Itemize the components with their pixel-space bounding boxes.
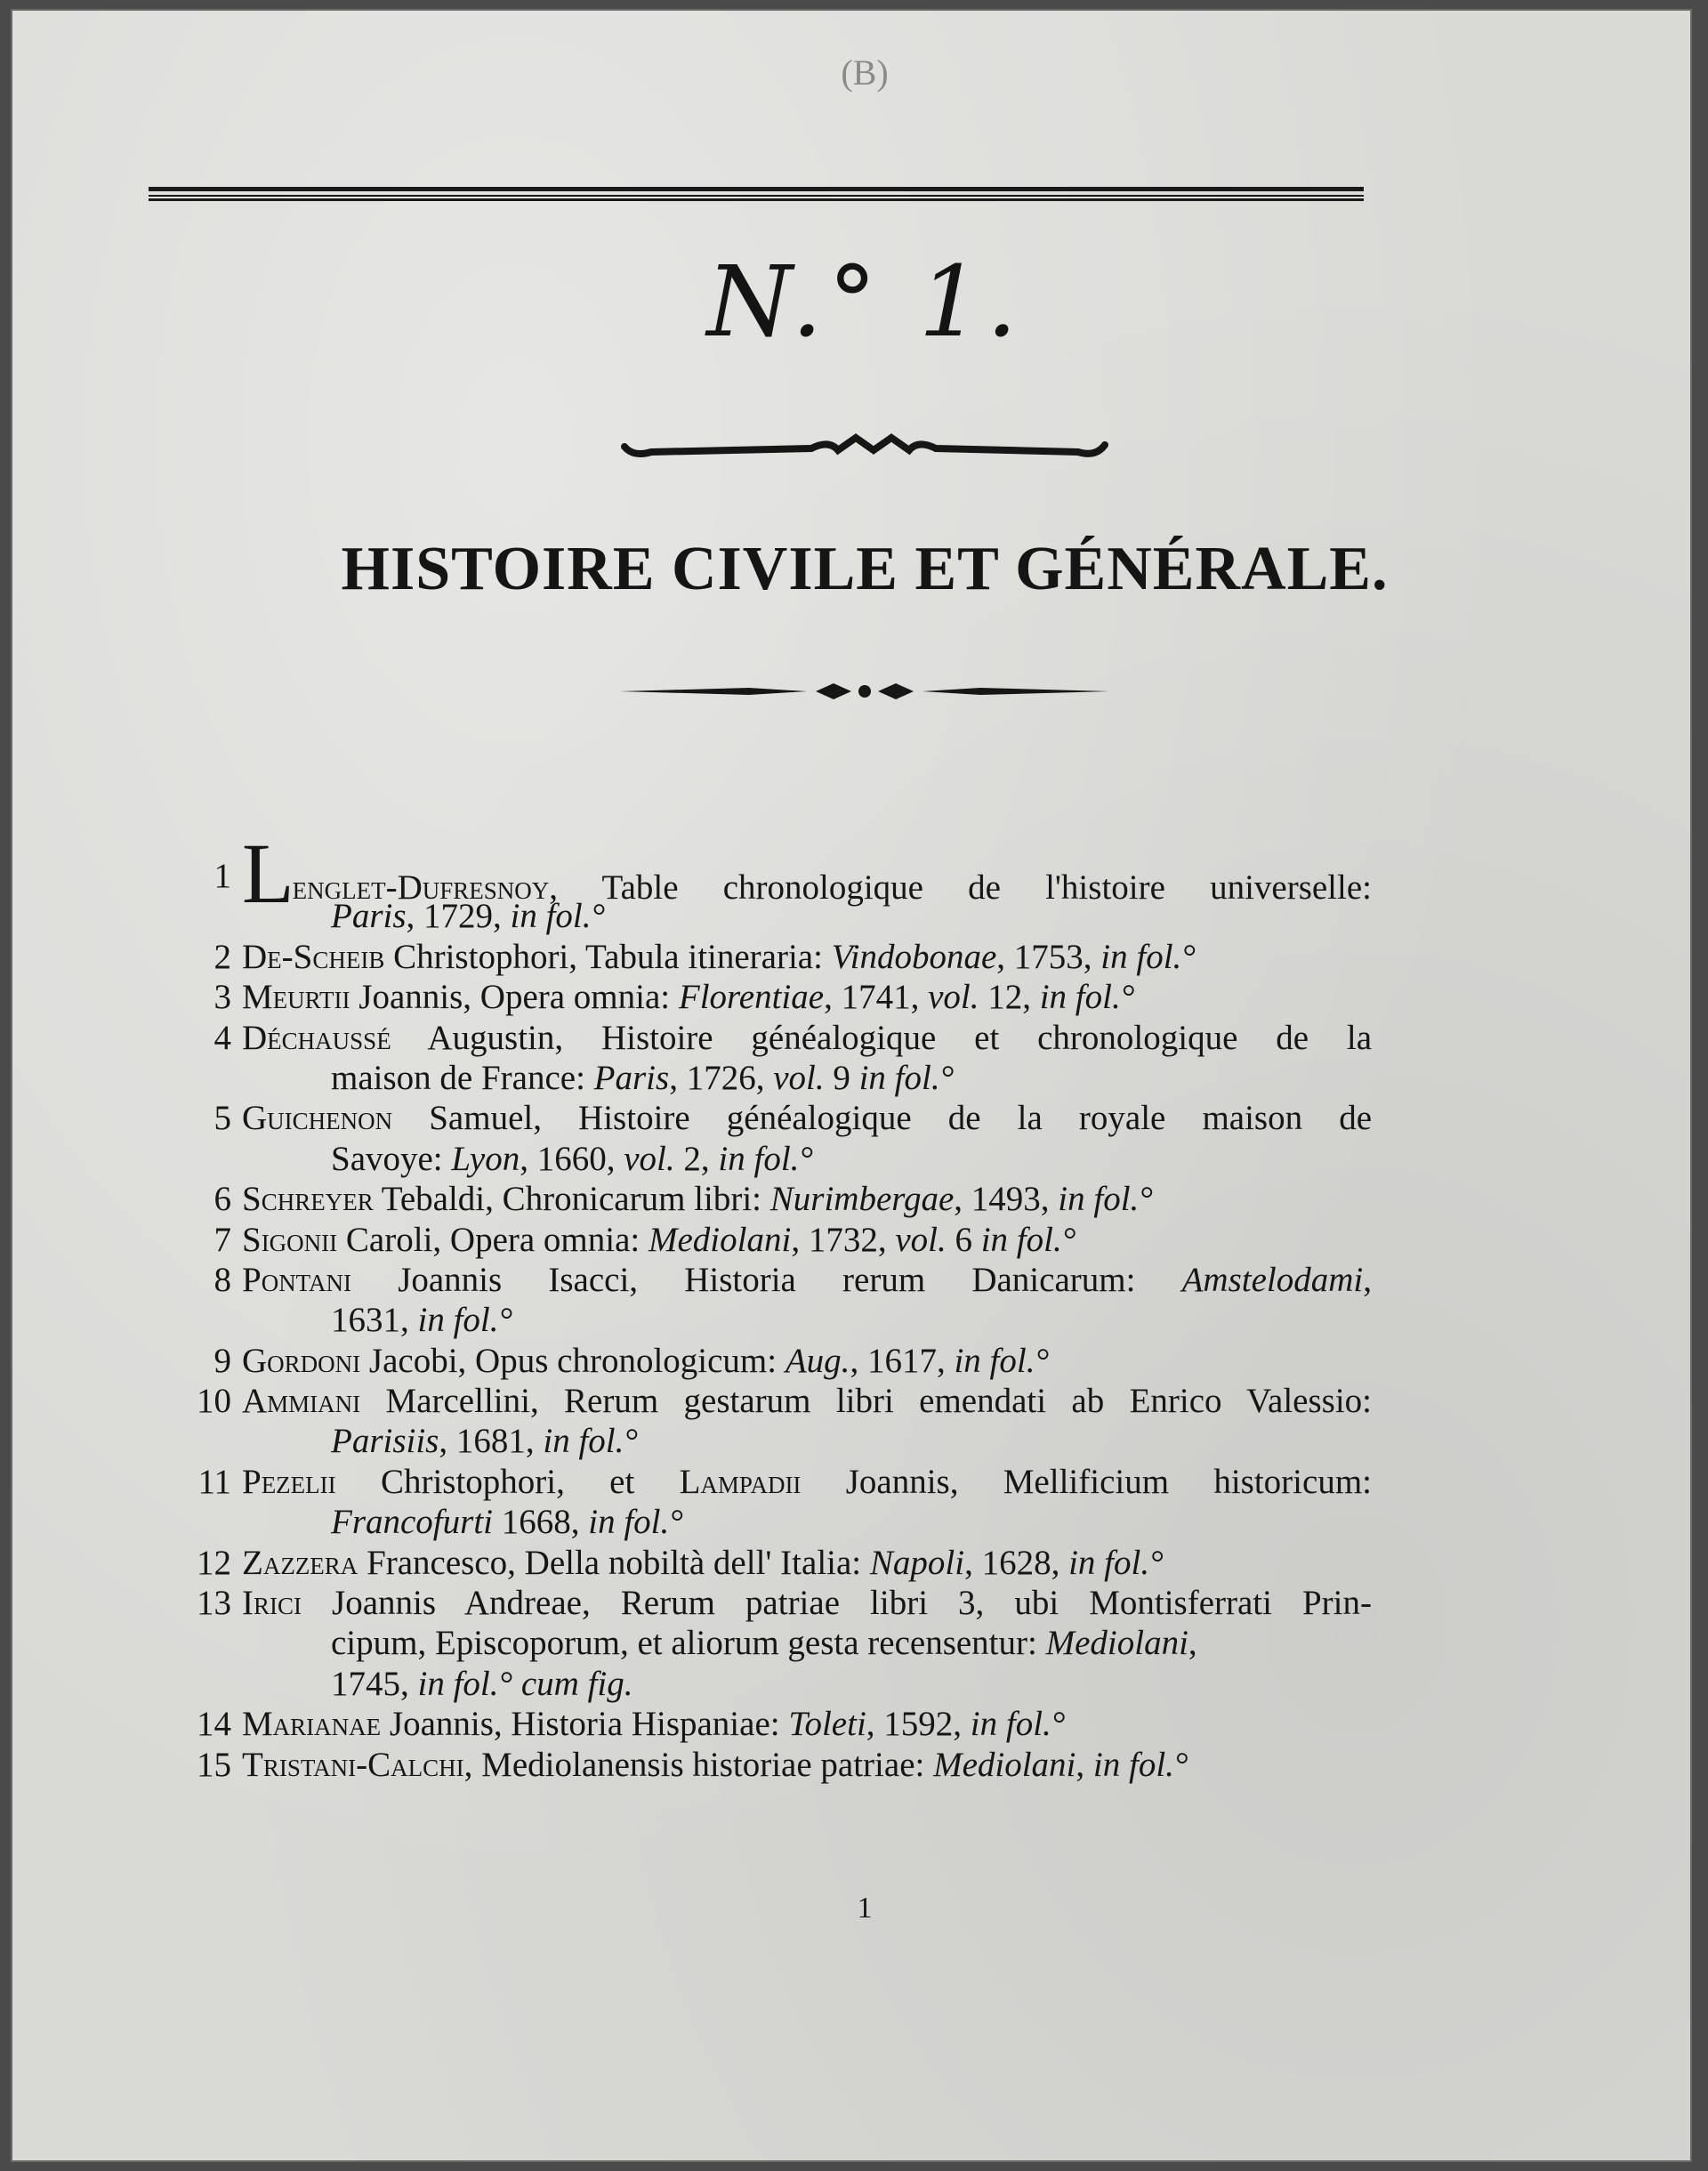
- italic-text: Napoli: [869, 1543, 965, 1582]
- italic-text: in fol.°: [1068, 1543, 1164, 1582]
- italic-text: Amstelodami: [1181, 1260, 1364, 1299]
- entry-text: , 1681,: [439, 1422, 544, 1461]
- italic-text: Mediolani: [1045, 1624, 1188, 1663]
- italic-text: vol.: [928, 978, 979, 1017]
- italic-text: Florentiae: [678, 978, 825, 1017]
- italic-text: in fol.°: [588, 1503, 683, 1542]
- entry-number: 15: [197, 1745, 231, 1784]
- entry-text: 9: [824, 1058, 859, 1097]
- catalogue-entry: [189, 1543, 1372, 1583]
- italic-text: in fol.°: [543, 1422, 638, 1461]
- entry-text: maison de France:: [331, 1058, 594, 1097]
- entry-number: 14: [197, 1705, 231, 1744]
- italic-text: Vindobonae: [831, 937, 997, 976]
- entry-text: Christophori, Tabula itineraria:: [384, 937, 832, 976]
- author-name: Sigonii: [242, 1220, 338, 1259]
- entry-number: 9: [214, 1341, 231, 1380]
- entry-line: [189, 1704, 1372, 1744]
- entry-text: Samuel, Histoire généalogique de la royale maison de: [392, 1099, 1372, 1138]
- catalogue-entry: [189, 937, 1372, 977]
- entry-continuation-line: [189, 1421, 1372, 1461]
- entry-text: cipum, Episcoporum, et aliorum gesta recensentur:: [331, 1624, 1046, 1663]
- entry-text: , 1753,: [996, 937, 1101, 976]
- author-name: Irici: [242, 1584, 302, 1623]
- entry-line: [189, 1098, 1372, 1138]
- catalogue-entries: [189, 826, 1372, 1785]
- entry-continuation-line: [189, 1664, 1372, 1704]
- author-name: Lampadii: [679, 1462, 802, 1501]
- author-name: Pontani: [242, 1260, 352, 1299]
- catalogue-entry: [189, 1220, 1372, 1260]
- italic-text: Paris: [331, 897, 407, 936]
- italic-text: vol.: [773, 1058, 825, 1097]
- italic-text: vol.: [624, 1139, 675, 1178]
- entry-text: , 1628,: [964, 1543, 1069, 1582]
- italic-text: Lyon: [451, 1139, 520, 1178]
- catalogue-entry: [189, 1341, 1372, 1381]
- entry-text: , Mediolanensis historiae patriae:: [463, 1745, 934, 1784]
- entry-line: [189, 1018, 1372, 1058]
- entry-number: 10: [197, 1382, 231, 1421]
- section-title: HISTOIRE CIVILE ET GÉNÉRALE.: [341, 535, 1389, 603]
- entry-text: , 1732,: [791, 1220, 896, 1259]
- entry-line: [189, 1341, 1372, 1381]
- entry-text: Tebaldi, Chronicarum libri:: [373, 1180, 770, 1219]
- entry-text: 2,: [674, 1139, 719, 1178]
- catalogue-entry: [189, 1583, 1372, 1704]
- italic-text: Paris: [593, 1058, 670, 1097]
- author-name: Schreyer: [242, 1180, 374, 1219]
- catalogue-entry: [189, 1260, 1372, 1341]
- author-name: Déchaussé: [242, 1018, 391, 1057]
- entry-line: [189, 1260, 1372, 1300]
- entry-continuation-line: [189, 1623, 1372, 1663]
- entry-text: 1631,: [331, 1301, 418, 1340]
- entry-number: 13: [197, 1584, 231, 1623]
- book-page: [11, 9, 1692, 2162]
- entry-text: 12,: [979, 978, 1040, 1017]
- drop-capital: L: [242, 826, 294, 921]
- catalogue-entry: [189, 1018, 1372, 1099]
- page-number: 1: [857, 1892, 873, 1925]
- entry-number: 5: [214, 1099, 231, 1138]
- catalogue-entry: [189, 1462, 1372, 1543]
- entry-number: 6: [214, 1180, 231, 1219]
- entry-text: Joannis Isacci, Historia rerum Danicarum:: [351, 1260, 1182, 1299]
- entry-number: 12: [197, 1543, 231, 1582]
- author-name: Zazzera: [242, 1543, 359, 1582]
- entry-number: 2: [214, 937, 231, 976]
- catalogue-entry: [189, 1098, 1372, 1179]
- catalogue-entry: [189, 1381, 1372, 1462]
- entry-text: , 1617,: [850, 1341, 955, 1380]
- italic-text: in fol.°: [1092, 1745, 1188, 1784]
- entry-line: [189, 1220, 1372, 1260]
- entry-continuation-line: [189, 1058, 1372, 1098]
- entry-continuation-line: [189, 1300, 1372, 1340]
- entry-line: [189, 1381, 1372, 1421]
- entry-text: , 1592,: [866, 1705, 971, 1744]
- italic-text: in fol.°: [1058, 1180, 1153, 1219]
- entry-line: [189, 1745, 1372, 1785]
- entry-text: Joannis Andreae, Rerum patriae libri 3, ubi Montisferrati Prin-: [302, 1584, 1372, 1623]
- entry-text: 1668,: [493, 1503, 589, 1542]
- entry-text: , 1741,: [824, 978, 929, 1017]
- entry-text: , 1726,: [669, 1058, 774, 1097]
- entry-line: [189, 1179, 1372, 1219]
- italic-text: Francofurti: [331, 1503, 493, 1542]
- italic-text: Aug.: [785, 1341, 850, 1380]
- signature-mark: (B): [841, 52, 889, 93]
- italic-text: Nurimbergae: [769, 1180, 955, 1219]
- author-name: englet-Dufresnoy: [292, 868, 550, 907]
- italic-text: in fol.°: [718, 1139, 814, 1178]
- author-name: Pezelii: [242, 1462, 336, 1501]
- entry-text: Caroli, Opera omnia:: [337, 1220, 649, 1259]
- entry-line: [189, 1543, 1372, 1583]
- italic-text: in fol.°: [954, 1341, 1050, 1380]
- entry-text: , Table chronologique de l'histoire universelle:: [549, 868, 1372, 907]
- entry-text: 6: [946, 1220, 981, 1259]
- entry-number: 3: [214, 978, 231, 1017]
- entry-text: ,: [1363, 1260, 1372, 1299]
- italic-text: in fol.°: [980, 1220, 1076, 1259]
- catalogue-entry: [189, 1745, 1372, 1785]
- entry-text: 1745,: [331, 1664, 418, 1703]
- entry-text: Joannis, Mellificium historicum:: [801, 1462, 1372, 1501]
- scroll-ornament: [11, 427, 1708, 463]
- author-name: Marianae: [242, 1705, 382, 1744]
- entry-text: ,: [1076, 1745, 1093, 1784]
- entry-text: , 1493,: [954, 1180, 1059, 1219]
- entry-text: ,: [1188, 1624, 1197, 1663]
- catalogue-entry: [189, 826, 1372, 937]
- italic-text: in fol.°: [417, 1301, 513, 1340]
- italic-text: in fol.°: [858, 1058, 955, 1097]
- entry-text: Jacobi, Opus chronologicum:: [360, 1341, 786, 1380]
- entry-continuation-line: [189, 1139, 1372, 1179]
- italic-text: Mediolani: [649, 1220, 792, 1259]
- entry-text: , 1660,: [520, 1139, 624, 1178]
- italic-text: in fol.° cum fig.: [417, 1664, 633, 1703]
- entry-number: 11: [197, 1462, 231, 1501]
- entry-line: [189, 937, 1372, 977]
- italic-text: in fol.°: [1100, 937, 1196, 976]
- catalogue-entry: [189, 1179, 1372, 1219]
- catalogue-entry: [189, 977, 1372, 1017]
- entry-text: Joannis, Opera omnia:: [350, 978, 679, 1017]
- author-name: Gordoni: [242, 1341, 361, 1380]
- entry-text: Christophori, et: [335, 1462, 680, 1501]
- italic-text: in fol.°: [970, 1705, 1066, 1744]
- entry-text: Augustin, Histoire généalogique et chronologique de la: [391, 1018, 1372, 1057]
- entry-continuation-line: [189, 1502, 1372, 1542]
- entry-number: 1: [214, 857, 231, 895]
- author-name: Tristani-Calchi: [242, 1745, 464, 1784]
- catalogue-entry: [189, 1704, 1372, 1744]
- italic-text: vol.: [895, 1220, 947, 1259]
- entry-line: [189, 1462, 1372, 1502]
- entry-line: [189, 977, 1372, 1017]
- entry-text: Marcellini, Rerum gestarum libri emendati ab Enrico Valessio:: [360, 1382, 1372, 1421]
- entry-text: , 1729,: [406, 897, 511, 936]
- number-heading: N.° 1.: [706, 245, 1023, 359]
- entry-text: Francesco, Della nobiltà dell' Italia:: [358, 1543, 870, 1582]
- double-rule: [149, 187, 1364, 201]
- entry-number: 7: [214, 1220, 231, 1259]
- author-name: Ammiani: [242, 1382, 361, 1421]
- entry-number: 4: [214, 1018, 231, 1057]
- italic-text: Toleti: [788, 1705, 866, 1744]
- italic-text: Parisiis: [331, 1422, 439, 1461]
- author-name: Guichenon: [242, 1099, 393, 1138]
- author-name: Meurtii: [242, 978, 350, 1017]
- dash-ornament: [11, 678, 1708, 705]
- entry-text: Savoye:: [331, 1139, 452, 1178]
- entry-line: [189, 1583, 1372, 1623]
- entry-text: Joannis, Historia Hispaniae:: [381, 1705, 789, 1744]
- italic-text: in fol.°: [1039, 978, 1135, 1017]
- italic-text: in fol.°: [510, 897, 606, 936]
- entry-number: 8: [214, 1260, 231, 1299]
- author-name: De-Scheib: [242, 937, 385, 976]
- italic-text: Mediolani: [933, 1745, 1076, 1784]
